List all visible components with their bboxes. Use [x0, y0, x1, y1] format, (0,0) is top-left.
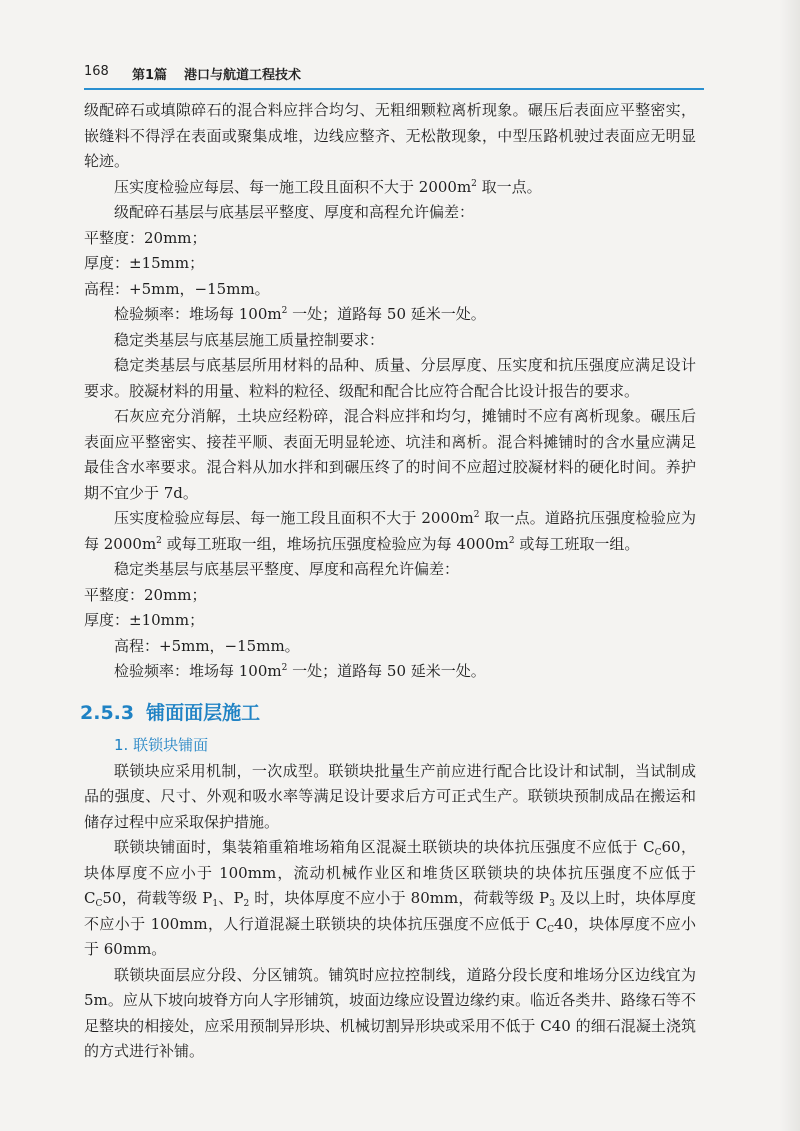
paragraph: 级配碎石或填隙碎石的混合料应拌合均匀、无粗细颗粒离析现象。碾压后表面应平整密实，嵌缝料不得浮在表面或聚集成堆，边线应整齐、无松散现象，中型压路机驶过表面应无明显轮迹。	[84, 101, 696, 170]
section-title: 铺面面层施工	[146, 701, 261, 724]
spec-line: 平整度：20mm；	[84, 585, 207, 604]
part-label: 第1篇	[132, 68, 168, 83]
paragraph: 压实度检验应每层、每一施工段且面积不大于 $2000m^2$ 取一点。道路抗压强度检验应为每 $2000m^2$ 或每工班取一组，堆场抗压强度检验应为每 $4000m^2$ 或每工班取一组。	[84, 509, 696, 553]
paragraph: 检验频率：堆场每 $100m^2$ 一处；道路每 50 延米一处。	[114, 662, 486, 680]
running-header	[84, 64, 704, 84]
page-body	[80, 98, 697, 1065]
spec-line: 高程：+5mm，−15mm。	[84, 279, 270, 298]
page-edge-shadow	[780, 0, 800, 1131]
paragraph: 检验频率：堆场每 $100m^2$ 一处；道路每 50 延米一处。	[114, 305, 486, 323]
part-title: 港口与航道工程技术	[184, 68, 302, 83]
section-heading	[80, 699, 696, 727]
paragraph: 联锁块面层应分段、分区铺筑。铺筑时应拉控制线，道路分段长度和堆场分区边线宜为 5m。应从下坡向坡脊方向人字形铺筑，坡面边缘应设置边缘约束。临近各类井、路缘石等不足整块的相接处，应采用预制异形块、机械切割异形块或采用不低于 C40 的细石混凝土浇筑的方式进行补铺。	[84, 965, 696, 1060]
paragraph: 石灰应充分消解，土块应经粉碎，混合料应拌和均匀，摊铺时不应有离析现象。碾压后表面应平整密实、接茬平顺、表面无明显轮迹、坑洼和离析。混合料摊铺时的含水量应满足最佳含水率要求。混合料从加水拌和到碾压终了的时间不应超过胶凝材料的硬化时间。养护期不宜少于 7d。	[84, 407, 696, 502]
paragraph: 稳定类基层与底基层所用材料的品种、质量、分层厚度、压实度和抗压强度应满足设计要求。胶凝材料的用量、粒料的粒径、级配和配合比应符合配合比设计报告的要求。	[84, 356, 696, 400]
spec-line: 平整度：20mm；	[84, 228, 207, 247]
paragraph: 稳定类基层与底基层施工质量控制要求：	[114, 330, 385, 349]
subsection-heading: 1. 联锁块铺面	[114, 735, 209, 754]
spec-line: 高程：+5mm，−15mm。	[114, 636, 300, 655]
paragraph: 压实度检验应每层、每一施工段且面积不大于 $2000m^2$ 取一点。	[114, 177, 542, 196]
page-number: 168	[84, 64, 109, 79]
paragraph: 联锁块应采用机制，一次成型。联锁块批量生产前应进行配合比设计和试制，当试制成品的强度、尺寸、外观和吸水率等满足设计要求后方可正式生产。联锁块预制成品在搬运和储存过程中应采取保护措施。	[84, 761, 696, 831]
spec-line: 厚度：±10mm；	[84, 611, 205, 629]
spec-line: 厚度：±15mm；	[84, 254, 205, 272]
section-number: 2.5.3	[80, 701, 135, 724]
paragraph: 级配碎石基层与底基层平整度、厚度和高程允许偏差：	[114, 203, 475, 221]
paragraph: 联锁块铺面时，集装箱重箱堆场箱角区混凝土联锁块的块体抗压强度不应低于 $C_C60$，块体厚度不应小于 100mm，流动机械作业区和堆货区联锁块的块体抗压强度不应低于 $C_C50$，荷载等级 $P_1$、$P_2$ 时，块体厚度不应小于 80mm，荷载等级 $P_3$ 及以上时，块体厚度不应小于 100mm，人行道混凝土联锁块的块体抗压强度不应低于 $C_C40$，块体厚度不应小于 60mm。	[84, 838, 697, 958]
paragraph: 稳定类基层与底基层平整度、厚度和高程允许偏差：	[114, 560, 460, 578]
header-rule	[84, 88, 704, 90]
